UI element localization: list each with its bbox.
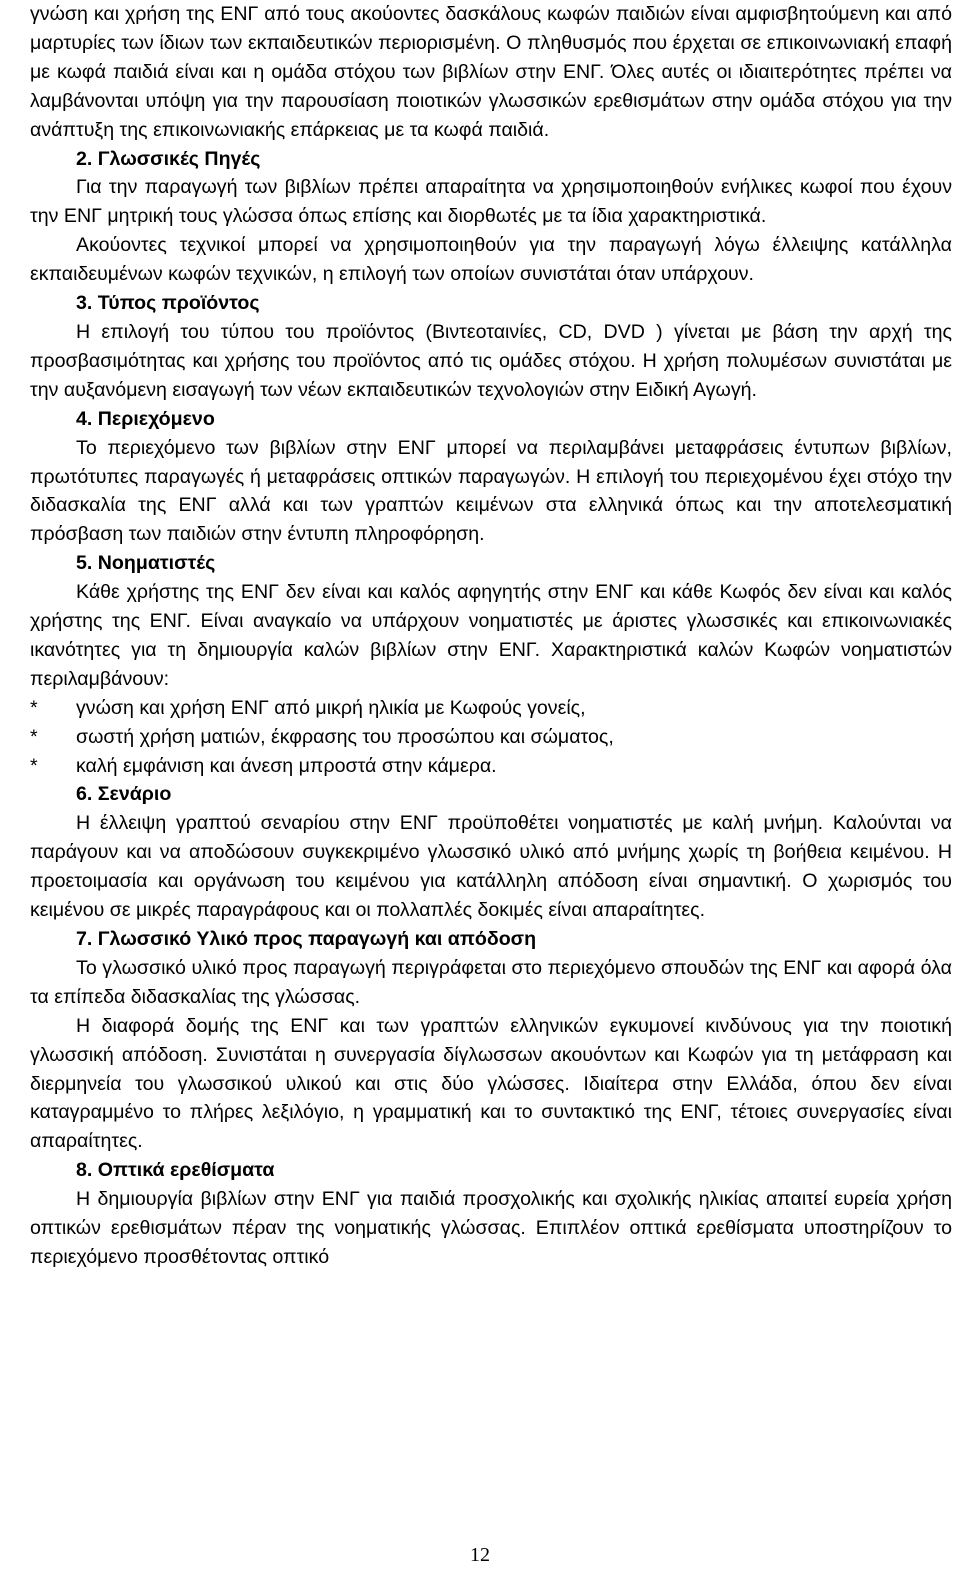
bullet-text: σωστή χρήση ματιών, έκφρασης του προσώπου και σώματος, bbox=[76, 725, 614, 748]
list-item bbox=[30, 723, 952, 752]
bullet-mark: * bbox=[30, 696, 38, 719]
bullet-text: γνώση και χρήση ΕΝΓ από μικρή ηλικία με Κωφούς γονείς, bbox=[76, 696, 586, 719]
page-number: 12 bbox=[470, 1544, 490, 1566]
section-5-paragraph-1: Κάθε χρήστης της ΕΝΓ δεν είναι και καλός αφηγητής στην ΕΝΓ και κάθε Κωφός δεν είναι και καλός χρήστης της ΕΝΓ. Είναι αναγκαίο να υπάρχουν νοηματιστές με άριστες γλωσσικές και επικοινωνιακές ικανότητες για τη δημιουργία καλών βιβλίων στην ΕΝΓ. Χαρακτηριστικά καλών Κωφών νοηματιστών περιλαμβάνουν: bbox=[30, 581, 952, 690]
bullet-text: καλή εμφάνιση και άνεση μπροστά στην κάμερα. bbox=[76, 754, 497, 777]
bullet-mark: * bbox=[30, 725, 38, 748]
section-heading-7: 7. Γλωσσικό Υλικό προς παραγωγή και απόδοση bbox=[76, 928, 537, 950]
intro-paragraph: γνώση και χρήση της ΕΝΓ από τους ακούοντες δασκάλους κωφών παιδιών είναι αμφισβητούμενη και από μαρτυρίες των ίδιων των εκπαιδευτικών περιορισμένη. Ο πληθυσμός που έρχεται σε επικοινωνιακή επαφή με κωφά παιδιά είναι και η ομάδα στόχου των βιβλίων στην ΕΝΓ. Όλες αυτές οι ιδιαιτερότητες πρέπει να λαμβάνονται υπόψη για την παρουσίαση ποιοτικών γλωσσικών ερεθισμάτων στην ομάδα στόχου για την ανάπτυξη της επικοινωνιακής επάρκειας με τα κωφά παιδιά. bbox=[30, 3, 952, 141]
section-7-paragraph-1: Το γλωσσικό υλικό προς παραγωγή περιγράφεται στο περιεχόμενο σπουδών της ΕΝΓ και αφορά όλα τα επίπεδα διδασκαλίας της γλώσσας. bbox=[30, 956, 952, 1008]
section-heading-3: 3. Τύπος προϊόντος bbox=[76, 292, 260, 315]
list-item bbox=[30, 694, 952, 723]
section-7-paragraph-2: Η διαφορά δομής της ΕΝΓ και των γραπτών ελληνικών εγκυμονεί κινδύνους για την ποιοτική γλωσσική απόδοση. Συνιστάται η συνεργασία δίγλωσσων ακουόντων και Κωφών για τη μετάφραση και διερμηνεία του γλωσσικού υλικού και στις δύο γλώσσες. Ιδιαίτερα στην Ελλάδα, όπου δεν είναι καταγραμμένο το πλήρες λεξιλόγιο, η γραμματική και το συντακτικό της ΕΝΓ, τέτοιες συνεργασίες είναι απαραίτητες. bbox=[30, 1014, 952, 1153]
section-6-paragraph-1: Η έλλειψη γραπτού σεναρίου στην ΕΝΓ προϋποθέτει νοηματιστές με καλή μνήμη. Καλούνται να παράγουν και να αποδώσουν συγκεκριμένο γλωσσικό υλικό από μνήμης χωρίς τη βοήθεια κειμένου. Η προετοιμασία και οργάνωση του κειμένου για κατάλληλη απόδοση είναι σημαντική. Ο χωρισμός του κειμένου σε μικρές παραγράφους και οι πολλαπλές δοκιμές είναι απαραίτητες. bbox=[30, 812, 952, 922]
section-3-paragraph-1: Η επιλογή του τύπου του προϊόντος (Βιντεοταινίες, CD, DVD ) γίνεται με βάση την αρχή της προσβασιμότητας και χρήσης του προϊόντος από τις ομάδες στόχου. Η χρήση πολυμέσων συνιστάται με την αυξανόμενη εισαγωγή των νέων εκπαιδευτικών τεχνολογιών στην Ειδική Αγωγή. bbox=[30, 320, 952, 401]
section-heading-2: 2. Γλωσσικές Πηγές bbox=[76, 147, 261, 170]
bullet-mark: * bbox=[30, 754, 38, 777]
section-2-paragraph-1: Για την παραγωγή των βιβλίων πρέπει απαραίτητα να χρησιμοποιηθούν ενήλικες κωφοί που έχουν την ΕΝΓ μητρική τους γλώσσα όπως επίσης και διορθωτές με τα ίδια χαρακτηριστικά. bbox=[30, 176, 952, 228]
document-page bbox=[30, 0, 952, 1272]
section-heading-4: 4. Περιεχόμενο bbox=[76, 407, 215, 430]
section-heading-5: 5. Νοηματιστές bbox=[76, 552, 216, 575]
section-8-paragraph-1: Η δημιουργία βιβλίων στην ΕΝΓ για παιδιά προσχολικής και σχολικής ηλικίας απαιτεί ευρεία χρήση οπτικών ερεθισμάτων πέραν της νοηματικής γλώσσας. Επιπλέον οπτικά ερεθίσματα υποστηρίζουν το περιεχόμενο προσθέτοντας οπτικό bbox=[30, 1188, 952, 1268]
section-4-paragraph-1: Το περιεχόμενο των βιβλίων στην ΕΝΓ μπορεί να περιλαμβάνει μεταφράσεις έντυπων βιβλίων, πρωτότυπες παραγωγές ή μεταφράσεις οπτικών παραγωγών. Η επιλογή του περιεχομένου έχει στόχο την διδασκαλία της ΕΝΓ αλλά και των γραπτών κειμένων στα ελληνικά όπως και την αποτελεσματική πρόσβαση των παιδιών στην έντυπη πληροφόρηση. bbox=[30, 436, 952, 546]
section-heading-6: 6. Σενάριο bbox=[76, 783, 172, 806]
section-heading-8: 8. Οπτικά ερεθίσματα bbox=[76, 1159, 275, 1182]
section-2-paragraph-2: Ακούοντες τεχνικοί μπορεί να χρησιμοποιηθούν για την παραγωγή λόγω έλλειψης κατάλληλα εκπαιδευμένων κωφών τεχνικών, η επιλογή των οποίων συνιστάται όταν υπάρχουν. bbox=[30, 234, 952, 286]
list-item bbox=[30, 752, 952, 781]
